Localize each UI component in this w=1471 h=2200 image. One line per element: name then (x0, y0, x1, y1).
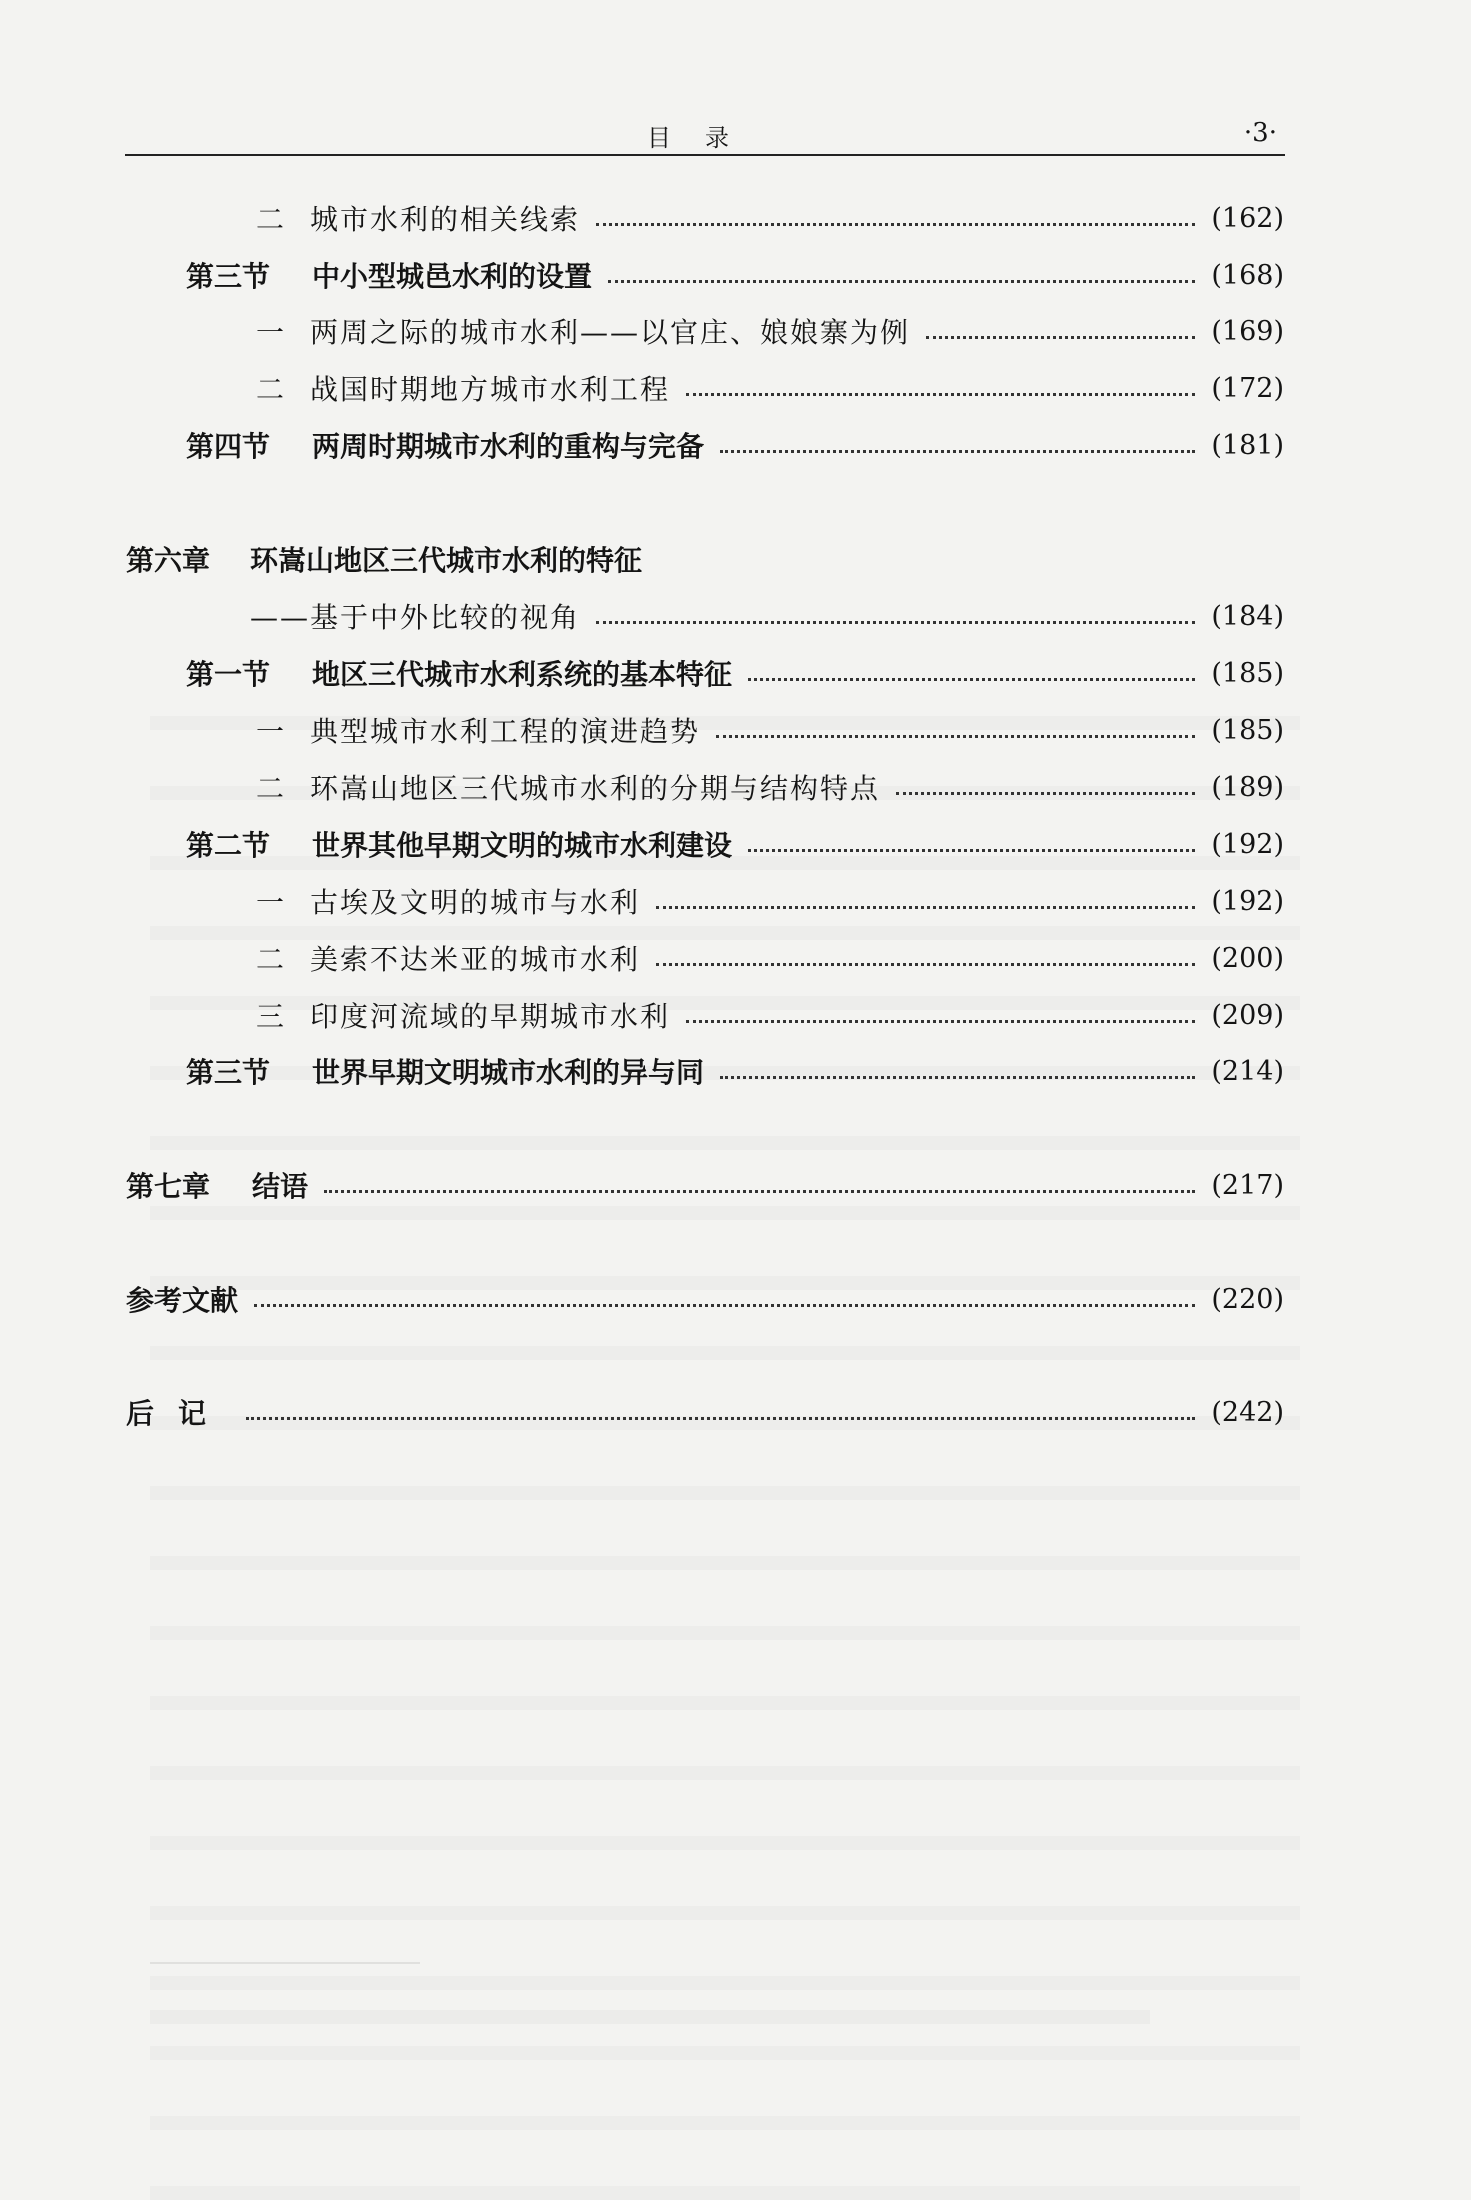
toc-entry-page: (214) (1211, 1055, 1284, 1087)
toc-leader-dots (748, 678, 1195, 681)
toc-entry-title: 战国时期地方城市水利工程 (310, 373, 671, 406)
toc-entry-title: 世界早期文明城市水利的异与同 (312, 1056, 705, 1089)
toc-leader-dots (720, 450, 1195, 453)
toc-leader-dots (656, 963, 1195, 966)
toc-chapter-entry[interactable] (126, 1392, 1284, 1432)
toc-leader-dots (656, 906, 1195, 909)
header-page-number: ·3· (1243, 118, 1277, 148)
toc-entry-page: (168) (1211, 259, 1284, 291)
toc-entry[interactable] (256, 767, 1284, 807)
toc-entry-subtitle[interactable] (250, 596, 1284, 636)
header-title: 目录 (647, 124, 763, 152)
toc-entry-page: (162) (1211, 202, 1284, 234)
toc-chapter-entry[interactable] (126, 1165, 1284, 1205)
toc-entry-title: 后记 (126, 1397, 231, 1430)
toc-entry-page: (172) (1211, 372, 1284, 404)
toc-entry-title: 环嵩山地区三代城市水利的分期与结构特点 (310, 772, 881, 805)
toc-leader-dots (246, 1417, 1195, 1420)
toc-entry-title: 美索不达米亚的城市水利 (310, 943, 641, 976)
toc-entry-number: 第七章 (126, 1170, 211, 1203)
toc-entry[interactable] (256, 198, 1284, 238)
toc-entry-page: (242) (1211, 1396, 1284, 1428)
toc-entry-page: (192) (1211, 828, 1284, 860)
toc-leader-dots (720, 1076, 1195, 1079)
toc-leader-dots (748, 849, 1195, 852)
toc-entry-title: 中小型城邑水利的设置 (312, 260, 593, 293)
toc-entry[interactable] (186, 425, 1284, 465)
toc-entry[interactable] (186, 255, 1284, 295)
toc-entry-number: 一 (256, 886, 285, 919)
toc-entry[interactable] (256, 995, 1284, 1035)
toc-entry-title: 环嵩山地区三代城市水利的特征 (250, 544, 643, 577)
toc-entry-number: 一 (256, 316, 285, 349)
toc-entry-title: 古埃及文明的城市与水利 (310, 886, 641, 919)
toc-entry-page: (181) (1211, 429, 1284, 461)
toc-entry-page: (185) (1211, 714, 1284, 746)
toc-entry-page: (200) (1211, 942, 1284, 974)
toc-entry-title: 两周之际的城市水利——以官庄、娘娘寨为例 (310, 316, 911, 349)
toc-entry[interactable] (256, 881, 1284, 921)
bleed-through-footnote-rule (150, 1962, 420, 1964)
toc-leader-dots (716, 735, 1195, 738)
toc-leader-dots (896, 792, 1195, 795)
toc-leader-dots (254, 1304, 1195, 1307)
toc-leader-dots (324, 1190, 1195, 1193)
toc-entry-number: 第三节 (186, 260, 271, 293)
toc-entry-page: (169) (1211, 315, 1284, 347)
toc-leader-dots (596, 621, 1195, 624)
toc-leader-dots (686, 393, 1195, 396)
toc-entry-title: ——基于中外比较的视角 (250, 601, 581, 634)
toc-entry-title: 世界其他早期文明的城市水利建设 (312, 829, 733, 862)
toc-entry-title: 印度河流域的早期城市水利 (310, 1000, 671, 1033)
toc-entry[interactable] (256, 368, 1284, 408)
toc-entry-page: (189) (1211, 771, 1284, 803)
toc-entry-number: 第四节 (186, 430, 271, 463)
toc-leader-dots (608, 280, 1195, 283)
toc-entry-number: 一 (256, 715, 285, 748)
toc-entry[interactable] (186, 824, 1284, 864)
toc-entry-number: 二 (256, 943, 285, 976)
toc-entry-page: (184) (1211, 600, 1284, 632)
toc-entry[interactable] (256, 938, 1284, 978)
toc-entry-number: 第一节 (186, 658, 271, 691)
running-header (125, 110, 1285, 156)
toc-entry-title: 结语 (252, 1170, 309, 1203)
toc-entry-title: 地区三代城市水利系统的基本特征 (312, 658, 733, 691)
header-rule (125, 154, 1285, 156)
toc-entry-number: 第三节 (186, 1056, 271, 1089)
toc-entry-number: 二 (256, 373, 285, 406)
toc-chapter-entry[interactable] (126, 1279, 1284, 1319)
toc-entry-number: 二 (256, 203, 285, 236)
toc-entry-page: (185) (1211, 657, 1284, 689)
toc-entry-number: 二 (256, 772, 285, 805)
toc-leader-dots (596, 223, 1195, 226)
toc-entry-page: (220) (1211, 1283, 1284, 1315)
toc-entry-number: 第六章 (126, 544, 211, 577)
toc-entry[interactable] (186, 653, 1284, 693)
toc-entry[interactable] (186, 1051, 1284, 1091)
toc-entry-title: 典型城市水利工程的演进趋势 (310, 715, 701, 748)
toc-entry[interactable] (256, 710, 1284, 750)
toc-entry[interactable] (256, 311, 1284, 351)
toc-entry-page: (217) (1211, 1169, 1284, 1201)
toc-leader-dots (686, 1020, 1195, 1023)
toc-entry-number: 第二节 (186, 829, 271, 862)
toc-entry-title: 两周时期城市水利的重构与完备 (312, 430, 705, 463)
toc-entry-page: (209) (1211, 999, 1284, 1031)
toc-entry-title: 参考文献 (126, 1284, 239, 1317)
toc-leader-dots (926, 336, 1195, 339)
toc-entry-title: 城市水利的相关线索 (310, 203, 581, 236)
bleed-through-footnote (150, 2010, 1150, 2024)
toc-entry-number: 三 (256, 1000, 285, 1033)
toc-entry-page: (192) (1211, 885, 1284, 917)
toc-chapter-entry[interactable] (126, 539, 1284, 579)
